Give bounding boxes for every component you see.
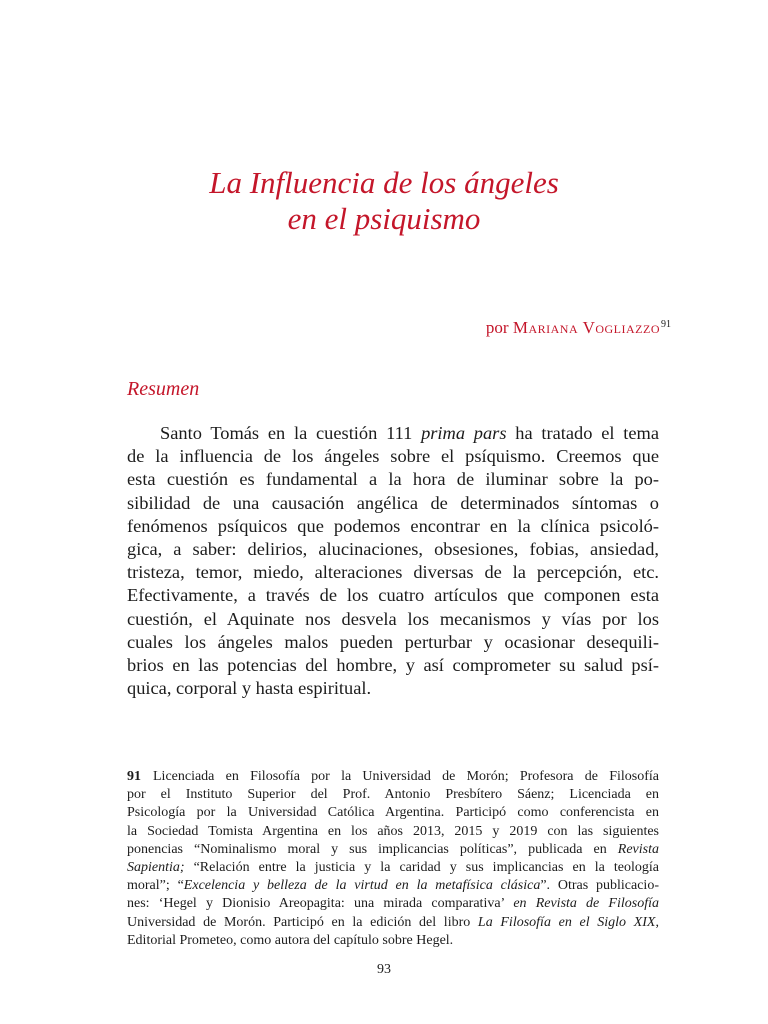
footnote-line: moral”; “Excelencia y belleza de la virtud en la metafísica clásica”. Otras publicacio-	[127, 878, 659, 894]
footnote-91	[127, 768, 659, 950]
abstract-line: gica, a saber: delirios, alucinaciones, obsesiones, fobias, ansiedad,	[127, 539, 659, 560]
footnote-line: Psicología por la Universidad Católica Argentina. Participó como conferencista en	[127, 805, 659, 821]
footnote-line: por el Instituto Superior del Prof. Antonio Presbítero Sáenz; Licenciada en	[127, 787, 659, 803]
chapter-title-line-2: en el psiquismo	[287, 201, 481, 236]
footnote-line: nes: ‘Hegel y Dionisio Areopagita: una mirada comparativa’ en Revista de Filosofía	[127, 896, 659, 912]
abstract-line: fenómenos psíquicos que podemos encontrar en la clínica psicoló-	[127, 515, 659, 536]
footnote-line: ponencias “Nominalismo moral y sus implicancias políticas”, publicada en Revista	[127, 841, 659, 857]
abstract-line: cuales los ángeles malos pueden perturbar y ocasionar desequili-	[127, 631, 659, 652]
footnote-line: la Sociedad Tomista Argentina en los años 2013, 2015 y 2019 con las siguientes	[127, 823, 659, 839]
abstract-line: quica, corporal y hasta espiritual.	[127, 678, 372, 699]
footnote-line: Universidad de Morón. Participó en la edición del libro La Filosofía en el Siglo XIX,	[127, 914, 659, 930]
abstract-line: de la influencia de los ángeles sobre el psíquismo. Creemos que	[127, 446, 659, 467]
footnote-line: Editorial Prometeo, como autora del capítulo sobre Hegel.	[127, 932, 454, 948]
footnote-line: 91 Licenciada en Filosofía por la Universidad de Morón; Profesora de Filosofía	[127, 769, 659, 784]
footnote-line: Sapientia; “Relación entre la justicia y la caridad y sus implicancias en la teología	[127, 860, 659, 876]
abstract-line: tristeza, temor, miedo, alteraciones diversas de la percepción, etc.	[127, 562, 659, 583]
footnote-number: 91	[127, 769, 141, 784]
author-name: Mariana Vogliazzo	[512, 318, 660, 337]
abstract-line: Efectivamente, a través de los cuatro artículos que componen esta	[127, 585, 659, 606]
author-byline	[486, 318, 671, 338]
chapter-title-line-1: La Influencia de los ángeles	[209, 165, 559, 200]
section-heading-resumen: Resumen	[127, 378, 200, 400]
footnote-reference: 91	[661, 319, 671, 330]
abstract-line: Santo Tomás en la cuestión 111 prima pars ha tratado el tema	[160, 423, 659, 443]
abstract-line: cuestión, el Aquinate nos desvela los mecanismos y vías por los	[127, 608, 659, 629]
abstract-paragraph	[127, 422, 659, 700]
abstract-line: brios en las potencias del hombre, y así comprometer su salud psí-	[127, 655, 659, 676]
chapter-title	[0, 165, 768, 237]
abstract-line: sibilidad de una causación angélica de determinados síntomas o	[127, 492, 659, 513]
author-prefix: por	[485, 318, 513, 337]
abstract-line: esta cuestión es fundamental a la hora de iluminar sobre la po-	[127, 469, 659, 490]
page-number: 93	[377, 962, 391, 977]
